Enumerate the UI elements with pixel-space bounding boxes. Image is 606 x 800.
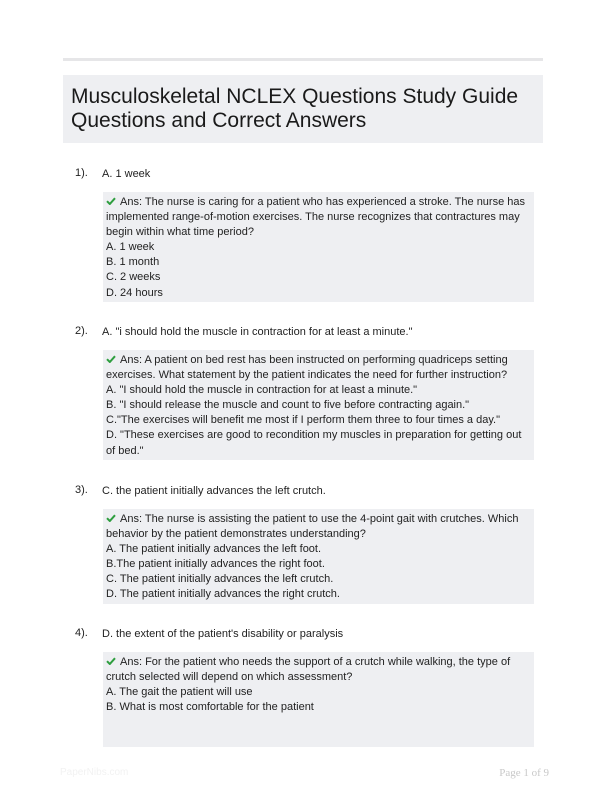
question-body: For the patient who needs the support of a crutch while walking, the type of crutch selected will depend on which assessment? [106, 656, 511, 684]
option: B. "I should release the muscle and count to five before contracting again." [106, 399, 470, 412]
checkmark-icon [106, 197, 116, 205]
question-body: A patient on bed rest has been instructed on performing quadriceps setting exercises. What statement by the patient indicates the need for further instruction? [106, 354, 508, 382]
option: A. The patient initially advances the left foot. [106, 543, 322, 556]
option: D. 24 hours [106, 286, 163, 299]
question-body: The nurse is assisting the patient to use the 4-point gait with crutches. Which behavior by the patient demonstrates understanding? [106, 513, 519, 541]
option: A. 1 week [106, 241, 155, 254]
footer-watermark: PaperNibs.com [60, 767, 129, 778]
question-body: The nurse is caring for a patient who has experienced a stroke. The nurse has implemented range-of-motion exercises. The nurse recognizes that contractures may begin within what time period? [106, 196, 525, 239]
ans-prefix: Ans: [120, 354, 143, 366]
question-text [106, 512, 529, 542]
question-text [106, 655, 529, 685]
option: B. 1 month [106, 256, 160, 269]
checkmark-icon [106, 514, 116, 522]
question-text [106, 353, 529, 383]
question-number: 3). [75, 484, 88, 496]
page-indicator: Page 1 of 9 [499, 767, 549, 779]
ans-prefix: Ans: [120, 513, 143, 525]
correct-answer: C. the patient initially advances the left crutch. [102, 485, 326, 497]
option: D. "These exercises are good to recondition my muscles in preparation for getting out of bed." [106, 429, 522, 457]
option: A. The gait the patient will use [106, 686, 253, 699]
option: C."The exercises will benefit me most if I perform them three to four times a day." [106, 414, 500, 427]
answer-card-3 [103, 509, 534, 604]
checkmark-icon [106, 355, 116, 363]
page-title: Musculoskeletal NCLEX Questions Study Guide Questions and Correct Answers [71, 85, 519, 132]
option: C. The patient initially advances the left crutch. [106, 573, 334, 586]
question-text [106, 195, 529, 240]
option: D. The patient initially advances the right crutch. [106, 588, 340, 601]
option: C. 2 weeks [106, 271, 161, 284]
correct-answer: A. "i should hold the muscle in contraction for at least a minute." [102, 326, 413, 338]
checkmark-icon [106, 657, 116, 665]
question-number: 2). [75, 325, 88, 337]
answer-card-1 [103, 192, 534, 302]
top-divider [63, 58, 543, 61]
answer-card-4 [103, 652, 534, 747]
option: B.The patient initially advances the right foot. [106, 558, 325, 571]
title-block [63, 75, 543, 143]
ans-prefix: Ans: [120, 196, 143, 208]
correct-answer: D. the extent of the patient's disability or paralysis [102, 628, 344, 640]
option: B. What is most comfortable for the patient [106, 701, 314, 714]
ans-prefix: Ans: [120, 656, 143, 668]
question-number: 1). [75, 167, 88, 179]
question-number: 4). [75, 627, 88, 639]
option: A. "I should hold the muscle in contraction for at least a minute." [106, 384, 418, 397]
answer-card-2 [103, 350, 534, 460]
correct-answer: A. 1 week [102, 168, 151, 180]
